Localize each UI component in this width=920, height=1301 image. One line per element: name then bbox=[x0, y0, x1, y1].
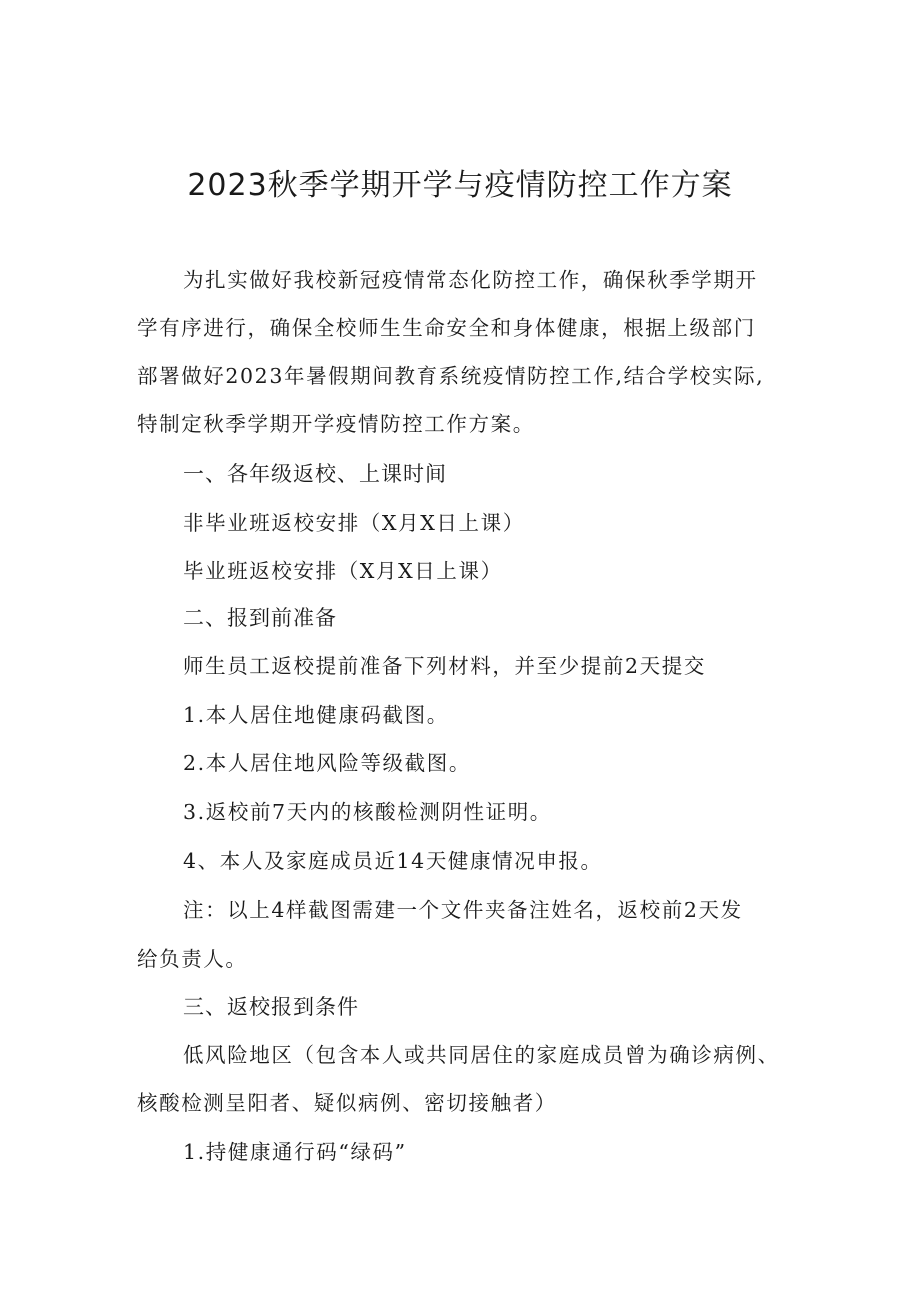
section2-line-4: 3.返校前7天内的核酸检测阴性证明。 bbox=[183, 800, 552, 824]
section2-line-3: 2.本人居住地风险等级截图。 bbox=[183, 751, 471, 775]
section1-line-2: 毕业班返校安排（X月X日上课） bbox=[183, 559, 503, 583]
section3-line-1: 低风险地区（包含本人或共同居住的家庭成员曾为确诊病例、 bbox=[183, 1043, 780, 1067]
section3-line-2: 核酸检测呈阳者、疑似病例、密切接触者） bbox=[137, 1091, 557, 1115]
section-heading-1: 一、各年级返校、上课时间 bbox=[183, 462, 447, 486]
section2-line-1: 师生员工返校提前准备下列材料，并至少提前2天提交 bbox=[183, 654, 706, 678]
section2-line-2: 1.本人居住地健康码截图。 bbox=[183, 703, 449, 727]
section1-line-1: 非毕业班返校安排（X月X日上课） bbox=[183, 511, 525, 535]
intro-line-1: 为扎实做好我校新冠疫情常态化防控工作，确保秋季学期开 bbox=[183, 268, 758, 292]
section2-line-7: 给负责人。 bbox=[137, 947, 248, 971]
section3-line-3: 1.持健康通行码“绿码” bbox=[183, 1140, 407, 1164]
intro-line-3: 部署做好2023年暑假期间教育系统疫情防控工作,结合学校实际, bbox=[137, 364, 765, 388]
intro-line-2: 学有序进行，确保全校师生生命安全和身体健康，根据上级部门 bbox=[137, 316, 756, 340]
section-heading-3: 三、返校报到条件 bbox=[183, 995, 359, 1019]
section-heading-2: 二、报到前准备 bbox=[183, 606, 337, 630]
document-title: 2023秋季学期开学与疫情防控工作方案 bbox=[187, 168, 733, 203]
section2-line-6: 注：以上4样截图需建一个文件夹备注姓名，返校前2天发 bbox=[183, 898, 743, 922]
intro-line-4: 特制定秋季学期开学疫情防控工作方案。 bbox=[137, 412, 535, 436]
section2-line-5: 4、本人及家庭成员近14天健康情况申报。 bbox=[183, 849, 603, 873]
